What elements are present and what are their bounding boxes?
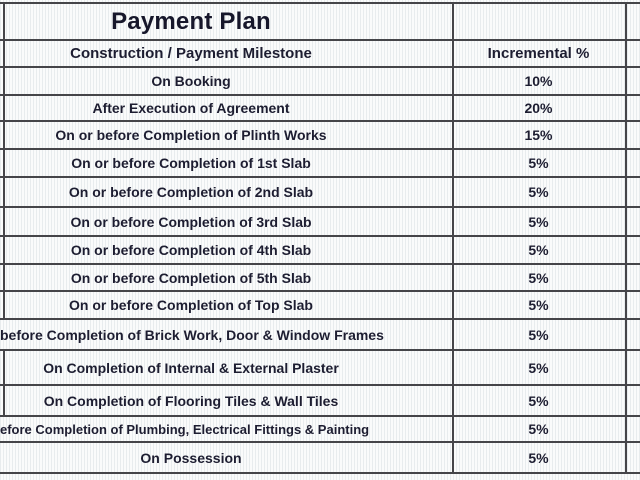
milestone-cell: On Booking xyxy=(151,73,231,89)
table-row-title xyxy=(0,2,640,41)
milestone-cell: before Completion of Brick Work, Door & Window Frames xyxy=(0,326,384,343)
table-row xyxy=(0,68,640,96)
milestone-cell: After Execution of Agreement xyxy=(92,100,290,116)
percent-cell: 10% xyxy=(524,73,553,89)
table-row xyxy=(0,237,640,265)
table-row xyxy=(0,443,640,474)
milestone-cell: On or before Completion of 2nd Slab xyxy=(68,184,314,200)
percent-cell: 5% xyxy=(528,359,549,376)
percent-cell: 20% xyxy=(524,100,553,116)
table-row xyxy=(0,265,640,292)
column-header-milestone: Construction / Payment Milestone xyxy=(70,45,312,62)
table-row xyxy=(0,96,640,122)
milestone-cell: On Possession xyxy=(140,449,242,466)
milestone-cell: On or before Completion of 5th Slab xyxy=(70,269,312,286)
milestone-cell: On Completion of Internal & External Plaster xyxy=(43,359,339,376)
title-empty-cell xyxy=(454,4,623,39)
percent-cell: 5% xyxy=(528,449,549,466)
milestone-cell: efore Completion of Plumbing, Electrical Fittings & Painting xyxy=(0,421,370,437)
milestone-cell: On Completion of Flooring Tiles & Wall Tiles xyxy=(43,392,339,409)
payment-plan-table xyxy=(0,2,640,474)
column-divider xyxy=(452,2,454,474)
column-header-incremental: Incremental % xyxy=(487,45,590,62)
table-row xyxy=(0,122,640,150)
table-row xyxy=(0,386,640,417)
milestone-cell: On or before Completion of Top Slab xyxy=(69,297,313,313)
percent-cell: 5% xyxy=(528,392,549,409)
milestone-cell: On or before Completion of 3rd Slab xyxy=(70,213,312,230)
milestone-cell: On or before Completion of 4th Slab xyxy=(70,242,312,258)
percent-cell: 5% xyxy=(528,297,549,313)
milestone-cell: On or before Completion of 1st Slab xyxy=(71,155,311,171)
percent-cell: 5% xyxy=(528,326,549,343)
table-row xyxy=(0,351,640,386)
table-row xyxy=(0,320,640,351)
table-row xyxy=(0,208,640,237)
table-header-row xyxy=(0,41,640,68)
percent-cell: 15% xyxy=(524,127,553,143)
table-row xyxy=(0,292,640,320)
table-row xyxy=(0,178,640,208)
page-title: Payment Plan xyxy=(111,7,271,35)
table-row xyxy=(0,417,640,443)
milestone-cell: On or before Completion of Plinth Works xyxy=(55,127,327,143)
percent-cell: 5% xyxy=(528,269,549,286)
percent-cell: 5% xyxy=(528,421,549,437)
table-row xyxy=(0,150,640,178)
percent-cell: 5% xyxy=(528,213,549,230)
right-column-divider xyxy=(625,2,627,474)
percent-cell: 5% xyxy=(528,242,549,258)
percent-cell: 5% xyxy=(528,155,549,171)
percent-cell: 5% xyxy=(528,184,549,200)
